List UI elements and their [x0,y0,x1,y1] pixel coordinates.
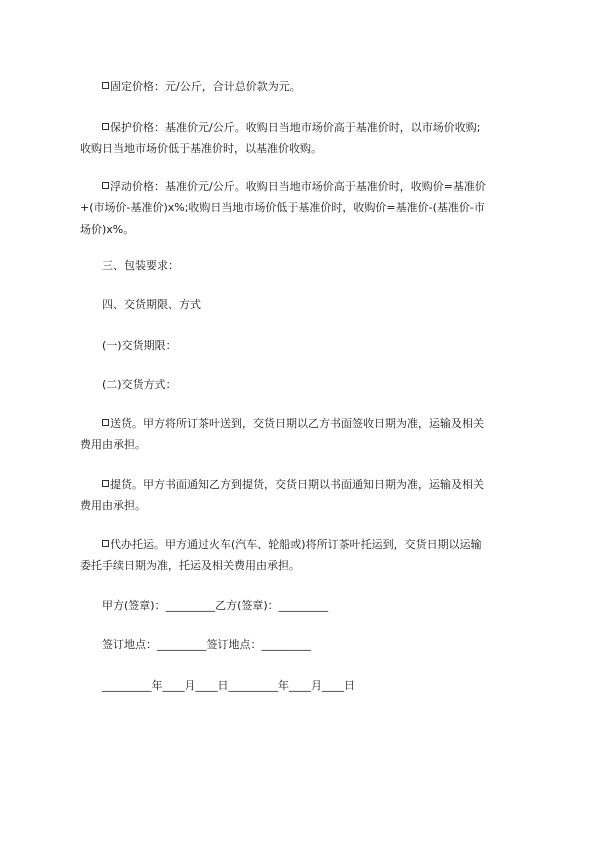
checkbox-icon[interactable] [102,419,109,426]
delivery-option-consign [80,534,522,577]
checkbox-icon[interactable] [102,480,109,487]
section-heading-delivery: 四、交货期限、方式 [102,298,201,311]
floating-price-line-1: 浮动价格：基准价元/公斤。收购日当地市场价高于基准价时，收购价=基准价 [110,180,486,193]
delivery-option-send [80,413,522,456]
section-heading-packaging: 三、包装要求： [102,259,179,272]
protected-price-clause [80,117,522,160]
floating-price-clause [80,176,522,240]
delivery-option-pickup [80,474,522,517]
protected-price-line-1: 保护价格：基准价元/公斤。收购日当地市场价高于基准价时，以市场价收购; [110,121,481,134]
floating-price-line-2: +(市场价-基准价)x%;收购日当地市场价低于基准价时，收购价=基准价-(基准价-市 [80,201,485,215]
delivery-consign-line-1: 代办托运。甲方通过火车(汽车、轮船或)将所订茶叶托运到，交货日期以运输 [110,538,482,551]
delivery-deadline-heading: (一)交货期限： [102,339,177,352]
checkbox-icon[interactable] [102,540,109,547]
delivery-send-line-1: 送货。甲方将所订茶叶送到，交货日期以乙方书面签收日期为准，运输及相关 [110,417,484,430]
checkbox-icon[interactable] [102,123,109,130]
floating-price-line-3: 场价)x%。 [80,222,135,236]
checkbox-icon[interactable] [102,82,109,89]
protected-price-line-2: 收购日当地市场价低于基准价时，以基准价收购。 [80,142,322,156]
delivery-send-line-2: 费用由承担。 [80,438,146,452]
checkbox-icon[interactable] [102,182,109,189]
delivery-consign-line-2: 委托手续日期为准，托运及相关费用由承担。 [80,559,300,573]
signing-dates: _________年____月____日_________年____月____日 [102,679,355,692]
delivery-pickup-line-1: 提货。甲方书面通知乙方到提货，交货日期以书面通知日期为准，运输及相关 [110,478,484,491]
signing-places: 签订地点：_________签订地点：_________ [102,638,311,651]
fixed-price-clause [80,76,522,97]
signature-parties: 甲方(签章)：_________乙方(签章)：_________ [102,599,329,612]
delivery-pickup-line-2: 费用由承担。 [80,499,146,513]
fixed-price-text: 固定价格：元/公斤，合计总价款为元。 [110,80,301,93]
delivery-method-heading: (二)交货方式： [102,378,177,391]
